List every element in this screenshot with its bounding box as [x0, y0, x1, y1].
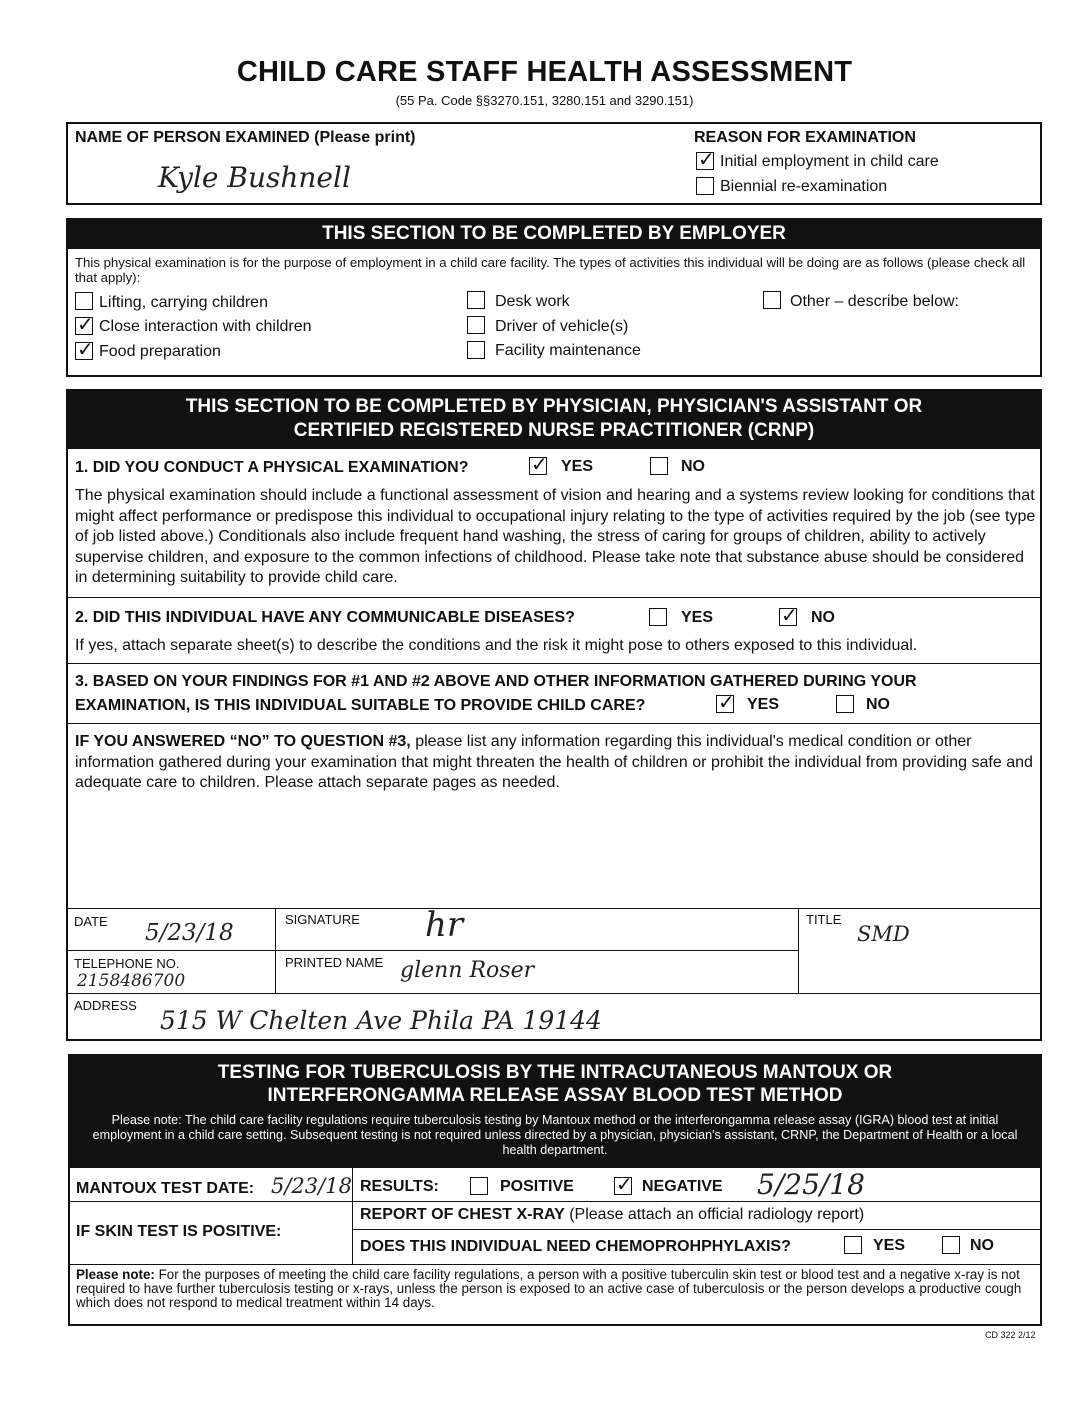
q1-yes-checkbox[interactable] [529, 457, 547, 475]
if-positive-label: IF SKIN TEST IS POSITIVE: [76, 1223, 282, 1240]
q1-paragraph: The physical examination should include a functional assessment of vision and hearing and a systems review looking for conditions that might affect performance or predispose this individual to occupational injury relating to the type of activities required by the job (see type of job listed above.) Conditionals also include frequent hand washing, the stress of caring for groups of children, ability to actively supervise children, and exposure to the common infections of childhood. Please take note that substance abuse should be considered in determining suitability to provide child care. [75, 487, 1036, 586]
divider [68, 1201, 1042, 1202]
chemo-yes-label: YES [873, 1237, 906, 1254]
employer-header: THIS SECTION TO BE COMPLETED BY EMPLOYER [67, 219, 1041, 249]
q2-note: If yes, attach separate sheet(s) to describe the conditions and the risk it might pose to others exposed to this individual. [75, 637, 918, 654]
positive-label: POSITIVE [500, 1178, 574, 1195]
divider [68, 1264, 1042, 1265]
name-input[interactable]: Kyle Bushnell [158, 161, 351, 194]
address-label: ADDRESS [74, 998, 137, 1013]
activity-desk-work-checkbox[interactable] [467, 291, 485, 309]
activity-driver-label: Driver of vehicle(s) [495, 318, 629, 335]
activity-lifting-label: Lifting, carrying children [99, 294, 268, 311]
activity-desk-work-label: Desk work [495, 293, 570, 310]
divider [66, 993, 1042, 994]
q3-no-label: NO [866, 696, 890, 713]
q2-yes-label: YES [681, 609, 714, 626]
date-input[interactable]: 5/23/18 [145, 920, 234, 946]
if-no-text: please list any information regarding this individual's medical condition or other information gathered during your examination that might threaten the health of children or prohibit the individual from providing safe and adequate care to children. Please attach separate pages as needed. [75, 733, 1033, 791]
if-no-lead: IF YOU ANSWERED “NO” TO QUESTION #3, [75, 733, 411, 750]
date-label: DATE [74, 914, 108, 929]
reason-biennial-label: Biennial re-examination [720, 178, 888, 195]
if-no-paragraph [75, 732, 1037, 794]
activity-driver-checkbox[interactable] [467, 316, 485, 334]
divider [66, 908, 1042, 909]
tb-note: Please note: The child care facility regulations require tuberculosis testing by Mantoux method or the interferongamma release assay (IGRA) blood test at initial employment in a child care setting. Subsequent testing is not required unless directed by a physician, physician's assistant, CRNP, the Department of Health or a local health department. [92, 1113, 1018, 1157]
xray-bold: REPORT OF CHEST X-RAY [360, 1206, 565, 1223]
footer-note-text: For the purposes of meeting the child care facility regulations, a person with a positive tuberculin skin test or blood test and a negative x-ray is not required to have further tuberculosis testing or x-rays, unless the person is exposed to an active case of tuberculosis or the person develops a productive cough which does not respond to medical treatment within 14 days. [76, 1267, 1022, 1310]
q2-text: 2. DID THIS INDIVIDUAL HAVE ANY COMMUNICABLE DISEASES? [75, 609, 575, 626]
q3-line1: 3. BASED ON YOUR FINDINGS FOR #1 AND #2 ABOVE AND OTHER INFORMATION GATHERED DURING YOUR [75, 673, 917, 690]
q2-no-label: NO [811, 609, 835, 626]
q1-yes-label: YES [561, 458, 594, 475]
physician-header [67, 390, 1041, 449]
q3-no-checkbox[interactable] [836, 695, 854, 713]
divider [66, 723, 1042, 724]
q3-line2: EXAMINATION, IS THIS INDIVIDUAL SUITABLE TO PROVIDE CHILD CARE? [75, 697, 646, 714]
activity-maintenance-label: Facility maintenance [495, 342, 641, 359]
physician-header-line1: THIS SECTION TO BE COMPLETED BY PHYSICIAN, PHYSICIAN'S ASSISTANT OR [185, 396, 923, 417]
result-date-input[interactable]: 5/25/18 [757, 1168, 865, 1201]
positive-checkbox[interactable] [470, 1177, 488, 1195]
q2-no-checkbox[interactable] [779, 608, 797, 626]
chemo-label: DOES THIS INDIVIDUAL NEED CHEMOPROHPHYLAXIS? [360, 1238, 791, 1255]
printed-name-label: PRINTED NAME [285, 955, 384, 970]
q1-no-checkbox[interactable] [650, 457, 668, 475]
reason-biennial-checkbox[interactable] [696, 177, 714, 195]
negative-checkbox[interactable] [614, 1177, 632, 1195]
tb-header [69, 1055, 1041, 1168]
printed-name-input[interactable]: glenn Roser [400, 958, 535, 983]
xray-rest: (Please attach an official radiology report) [564, 1206, 865, 1223]
q2-yes-checkbox[interactable] [649, 608, 667, 626]
employer-intro: This physical examination is for the purpose of employment in a child care facility. The types of activities this individual will be doing are as follows (please check all that apply): [75, 255, 1026, 285]
mantoux-label: MANTOUX TEST DATE: [76, 1180, 255, 1197]
activity-food-prep-checkbox[interactable] [75, 342, 93, 360]
chemo-yes-checkbox[interactable] [844, 1236, 862, 1254]
activity-close-interaction-checkbox[interactable] [75, 317, 93, 335]
reason-initial-label: Initial employment in child care [720, 153, 939, 170]
signature-input[interactable]: hr [425, 905, 464, 945]
form-code: CD 322 2/12 [985, 1330, 1036, 1340]
activity-other-label: Other – describe below: [790, 293, 959, 310]
title-input[interactable]: SMD [857, 922, 910, 946]
regulation-citation: (55 Pa. Code §§3270.151, 3280.151 and 3290.151) [395, 93, 694, 108]
footer-note [76, 1268, 1036, 1310]
reason-label: REASON FOR EXAMINATION [694, 129, 916, 146]
divider [352, 1229, 1042, 1230]
activity-maintenance-checkbox[interactable] [467, 341, 485, 359]
activity-other-checkbox[interactable] [763, 291, 781, 309]
tb-header-line1: TESTING FOR TUBERCULOSIS BY THE INTRACUTANEOUS MANTOUX OR [217, 1062, 893, 1083]
activity-food-prep-label: Food preparation [99, 343, 221, 360]
tb-header-line2: INTERFERONGAMMA RELEASE ASSAY BLOOD TEST METHOD [267, 1085, 843, 1106]
divider [798, 908, 799, 993]
footer-note-lead: Please note: [76, 1267, 155, 1282]
telephone-label: TELEPHONE NO. [74, 956, 180, 971]
telephone-input[interactable]: 2158486700 [77, 971, 186, 991]
chemo-no-checkbox[interactable] [942, 1236, 960, 1254]
reason-initial-checkbox[interactable] [696, 152, 714, 170]
physician-header-line2: CERTIFIED REGISTERED NURSE PRACTITIONER (CRNP) [293, 420, 815, 441]
mantoux-date-input[interactable]: 5/23/18 [271, 1174, 352, 1198]
activity-close-interaction-label: Close interaction with children [99, 318, 312, 335]
xray-line [360, 1206, 864, 1224]
negative-label: NEGATIVE [642, 1178, 723, 1195]
activity-lifting-checkbox[interactable] [75, 292, 93, 310]
divider [66, 950, 799, 951]
address-input[interactable]: 515 W Chelten Ave Phila PA 19144 [160, 1006, 602, 1035]
form-title: CHILD CARE STAFF HEALTH ASSESSMENT [236, 56, 853, 88]
q3-yes-label: YES [747, 696, 780, 713]
title-label: TITLE [806, 912, 842, 927]
q3-yes-checkbox[interactable] [716, 695, 734, 713]
divider [66, 597, 1042, 598]
signature-label: SIGNATURE [285, 912, 360, 927]
divider [275, 908, 276, 993]
if-no-response-area[interactable] [75, 800, 1037, 905]
divider [66, 663, 1042, 664]
q1-text: 1. DID YOU CONDUCT A PHYSICAL EXAMINATION? [75, 459, 469, 476]
divider [352, 1168, 353, 1264]
q1-no-label: NO [681, 458, 705, 475]
chemo-no-label: NO [970, 1237, 994, 1254]
name-label: NAME OF PERSON EXAMINED (Please print) [75, 129, 416, 146]
results-label: RESULTS: [360, 1178, 439, 1195]
